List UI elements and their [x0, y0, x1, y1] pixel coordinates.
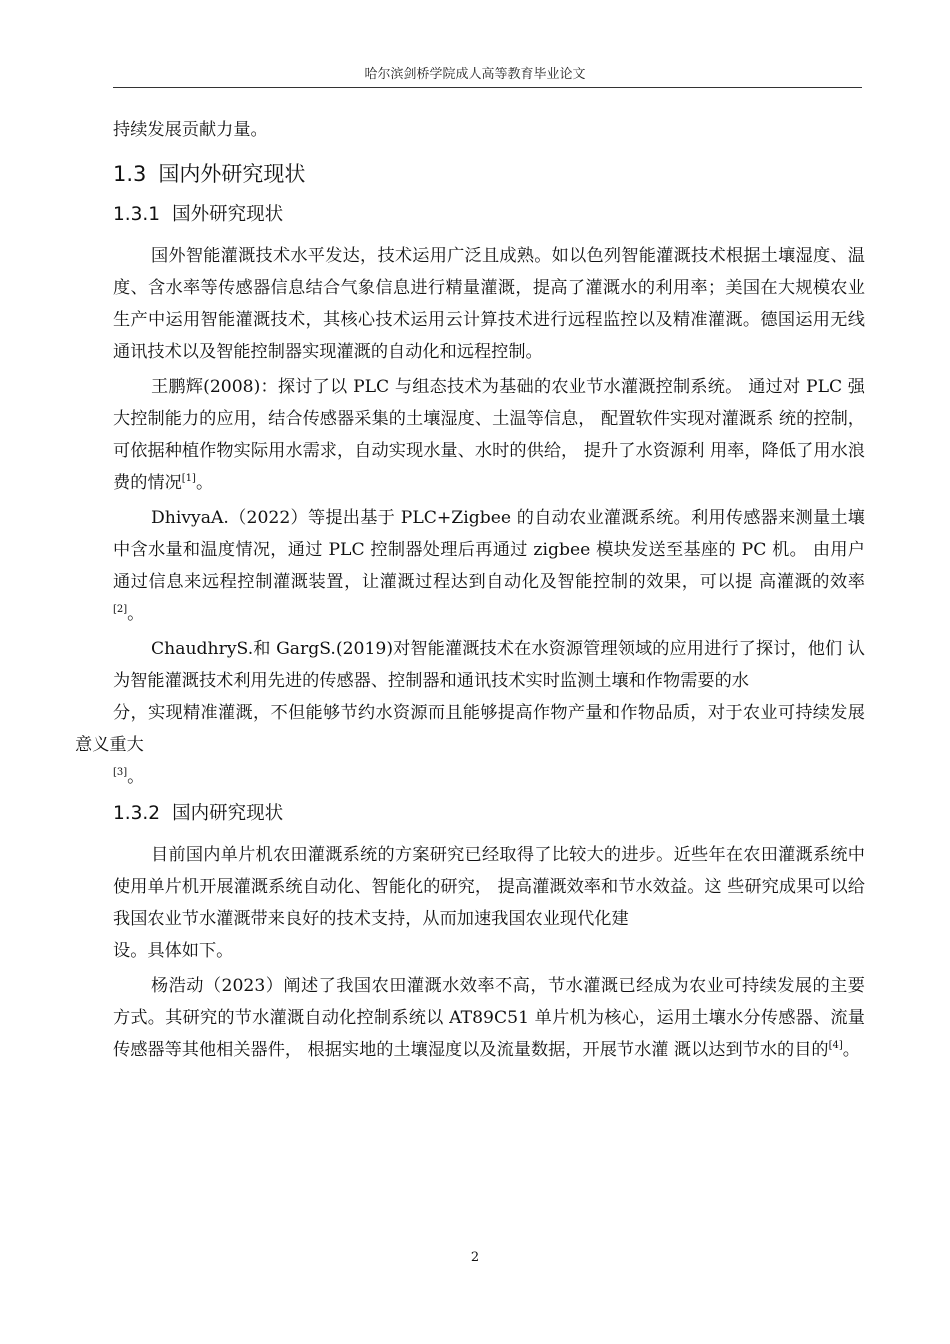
paragraph-end: 。 [127, 604, 145, 624]
page-header: 哈尔滨剑桥学院成人高等教育毕业论文 [364, 67, 586, 82]
paragraph-domestic-overview [113, 839, 865, 967]
header-rule [113, 87, 862, 88]
paragraph-text: ChaudhryS.和 GargS.(2019)对智能灌溉技术在水资源管理领域的应用进行了探讨，他们 认为智能灌溉技术利用先进的传感器、控制器和通讯技术实时监测土壤和作物需要的水 [113, 639, 865, 691]
section-heading-1-3 [113, 158, 865, 190]
paragraph-text: 王鹏辉(2008)：探讨了以 PLC 与组态技术为基础的农业节水灌溉控制系统。 通过对 PLC 强大控制能力的应用，结合传感器采集的土壤湿度、土温等信息， 配置软件实现对灌溉系 统的控制，可依据种植作物实际用水需求，自动实现水量、水时的供给， 提升了水资源利 用率，降低了用水浪费的情况 [113, 377, 865, 493]
paragraph-text: 杨浩动（2023）阐述了我国农田灌溉水效率不高，节水灌溉已经成为农业可持续发展的主要方式。其研究的节水灌溉自动化控制系统以 AT89C51 单片机为核心，运用土壤水分传感器、流量传感器等其他相关器件， 根据实地的土壤湿度以及流量数据，开展节水灌 溉以达到节水的目的 [113, 976, 865, 1060]
subsection-heading-1-3-1 [113, 200, 865, 230]
page-body [75, 114, 865, 1069]
citation-ref[interactable]: [2] [113, 604, 128, 615]
paragraph-end: 。 [127, 767, 145, 787]
subsection-heading-1-3-2 [113, 799, 865, 829]
paragraph-text: 目前国内单片机农田灌溉系统的方案研究已经取得了比较大的进步。近些年在农田灌溉系统中使用单片机开展灌溉系统自动化、智能化的研究， 提高灌溉效率和节水效益。这 些研究成果可以给我国农业节水灌溉带来良好的技术支持，从而加速我国农业现代化建 [113, 845, 865, 929]
citation-ref[interactable]: [3] [113, 767, 128, 778]
paragraph-foreign-overview: 国外智能灌溉技术水平发达，技术运用广泛且成熟。如以色列智能灌溉技术根据土壤湿度、温度、含水率等传感器信息结合气象信息进行精量灌溉，提高了灌溉水的利用率；美国在大规模农业生产中运用智能灌溉技术，其核心技术运用云计算技术进行远程监控以及精准灌溉。德国运用无线通讯技术以及智能控制器实现灌溉的自动化和远程控制。 [113, 246, 865, 362]
page-number: 2 [470, 1250, 480, 1265]
paragraph-end: 。 [195, 473, 214, 493]
section-number: 1.3 [113, 162, 147, 186]
paragraph-wang [113, 371, 865, 499]
paragraph-dhivya [113, 502, 865, 630]
paragraph-text: DhivyaA.（2022）等提出基于 PLC+Zigbee 的自动农业灌溉系统。利用传感器来测量土壤中含水量和温度情况，通过 PLC 控制器处理后再通过 zigbee 模块发送至基座的 PC 机。 由用户通过信息来远程控制灌溉装置，让灌溉过程达到自动化及智能控制的效果，可以提 高灌溉的效率 [113, 508, 865, 592]
paragraph-chaudhry [75, 633, 865, 793]
paragraph-text: 设。具体如下。 [113, 941, 234, 961]
paragraph-end: 。 [842, 1040, 860, 1060]
subsection-number: 1.3.1 [113, 204, 161, 225]
subsection-number: 1.3.2 [113, 803, 161, 824]
citation-ref[interactable]: [1] [181, 473, 196, 484]
continuation-text: 持续发展贡献力量。 [113, 120, 268, 140]
paragraph-yang [113, 970, 865, 1066]
section-title: 国内外研究现状 [158, 162, 306, 186]
paragraph-text: 分，实现精准灌溉，不但能够节约水资源而且能够提高作物产量和作物品质，对于农业可持续发展意义重大 [75, 703, 865, 755]
subsection-title: 国内研究现状 [172, 803, 284, 824]
subsection-title: 国外研究现状 [172, 204, 284, 225]
citation-ref[interactable]: [4] [828, 1040, 843, 1051]
